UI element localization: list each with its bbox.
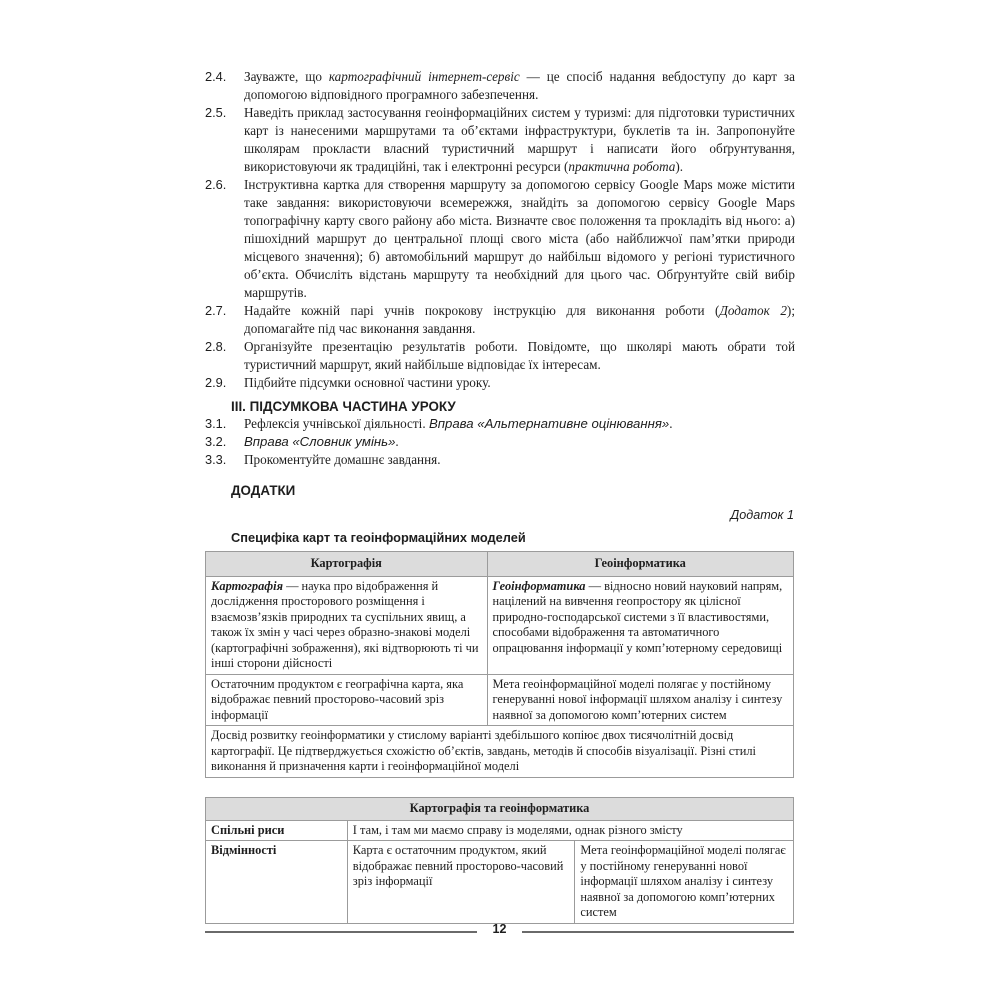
table-row (206, 576, 794, 674)
development-note: Досвід розвитку геоінформатики у стислому варіанті здебільшого копіює двох тисячолітній досвід картографії. Це підтверджується схожістю об’єктів, завдань, методів й способів візуалізації. Різні стилі виконання й призначення карти і геоінформаційної моделі (206, 726, 794, 778)
item-number: 3.3. (205, 452, 227, 467)
differences-cartography: Карта є остаточним продуктом, який відображає певний просторово-часовий зріз інформації (347, 841, 575, 924)
item-number: 2.9. (205, 375, 227, 390)
comparison-table (205, 797, 794, 924)
table-row (206, 820, 794, 841)
page-number: 12 (492, 922, 507, 936)
item-number: 2.4. (205, 69, 227, 84)
specifics-table (205, 551, 794, 778)
item-text: Організуйте презентацію результатів роботи. Повідомте, що школярі мають обрати той туристичний маршрут, який найбільше відповідає їх інтересам. (244, 339, 795, 372)
list-item (205, 176, 795, 302)
table-row (206, 726, 794, 778)
item-text: Зауважте, що картографічний інтернет-сервіс — це спосіб надання вебдоступу до карт за допомогою відповідного програмного забезпечення. (244, 69, 795, 102)
main-items-list (205, 68, 795, 392)
item-text: Надайте кожній парі учнів покрокову інструкцію для виконання роботи (Додаток 2); допомагайте під час виконання завдання. (244, 303, 795, 336)
item-text: Рефлексія учнівської діяльності. Вправа «Альтернативне оцінювання». (244, 416, 673, 431)
table1-title: Специфіка карт та геоінформаційних моделей (231, 530, 526, 545)
item-number: 2.8. (205, 339, 227, 354)
appendix-heading: ДОДАТКИ (231, 483, 296, 498)
differences-label: Відмінності (206, 841, 348, 924)
table-row (206, 841, 794, 924)
column-header-geoinformatics: Геоінформатика (487, 552, 794, 577)
column-header-cartography: Картографія (206, 552, 488, 577)
section-heading: ІІІ. ПІДСУМКОВА ЧАСТИНА УРОКУ (231, 399, 456, 414)
footer-rule-right (522, 931, 794, 933)
page-footer (205, 922, 794, 942)
item-text: Інструктивна картка для створення маршруту за допомогою сервісу Google Maps може містити таке завдання: використовуючи всемережжя, знайдіть за допомогою сервісу Google Maps топографічну карту свого району або міста. Визначте своє положення та прокладіть від нього: а) пішохідний маршрут до центральної площі свого міста (або найближчої пам’ятки природи місцевого значення); б) автомобільний маршрут до найбільш відомого у регіоні туристичного об’єкта. Обчисліть відстань маршруту та необхідний для цього час. Обґрунтуйте свій вибір маршрутів. (244, 177, 795, 300)
geoinformatics-goal: Мета геоінформаційної моделі полягає у постійному генеруванні нової інформації шляхом аналізу і синтезу наявної за допомогою комп’ютерних систем (487, 674, 794, 726)
table-header-row (206, 798, 794, 821)
list-item (205, 374, 795, 392)
appendix-label: Додаток 1 (730, 508, 794, 522)
item-number: 3.2. (205, 434, 227, 449)
table-row (206, 674, 794, 726)
cartography-product: Остаточним продуктом є географічна карта, яка відображає певний просторово-часовий зріз інформації (206, 674, 488, 726)
item-number: 2.5. (205, 105, 227, 120)
geoinformatics-definition: Геоінформатика — відносно новий науковий напрям, націлений на вивчення геопростору як цілісної природно-господарської системи з її властивостями, способами відображення та автоматичного опрацювання інформації у комп’ютерному середовищі (487, 576, 794, 674)
list-item (205, 433, 795, 451)
list-item (205, 302, 795, 338)
list-item (205, 451, 795, 469)
common-features-value: І там, і там ми маємо справу із моделями, однак різного змісту (347, 820, 793, 841)
differences-geoinformatics: Мета геоінформаційної моделі полягає у постійному генеруванні нової інформації шляхом аналізу і синтезу наявної за допомогою комп’ютерних систем (575, 841, 794, 924)
list-item (205, 104, 795, 176)
item-number: 2.6. (205, 177, 227, 192)
item-text: Вправа «Словник умінь». (244, 434, 399, 449)
comparison-header: Картографія та геоінформатика (206, 798, 794, 821)
item-text: Підбийте підсумки основної частини уроку. (244, 375, 491, 390)
cartography-definition: Картографія — наука про відображення й дослідження просторового розміщення і взаємозв’язків природних та суспільних явищ, а також їх змін у часі через образно-знакові моделі (картографічні зображення), які відтворюють ті чи інші сторони дійсності (206, 576, 488, 674)
list-item (205, 68, 795, 104)
final-items-list (205, 415, 795, 469)
table-header-row (206, 552, 794, 577)
item-number: 2.7. (205, 303, 227, 318)
list-item (205, 415, 795, 433)
item-text: Наведіть приклад застосування геоінформаційних систем у туризмі: для підготовки туристичних карт із нанесеними маршрутами та об’єктами інфраструктури, буклетів та ін. Запропонуйте школярам прокласти власний туристичний маршрут і написати його обґрунтування, використовуючи як традиційні, так і електронні ресурси (практична робота). (244, 105, 795, 174)
common-features-label: Спільні риси (206, 820, 348, 841)
item-number: 3.1. (205, 416, 227, 431)
list-item (205, 338, 795, 374)
item-text: Прокоментуйте домашнє завдання. (244, 452, 441, 467)
